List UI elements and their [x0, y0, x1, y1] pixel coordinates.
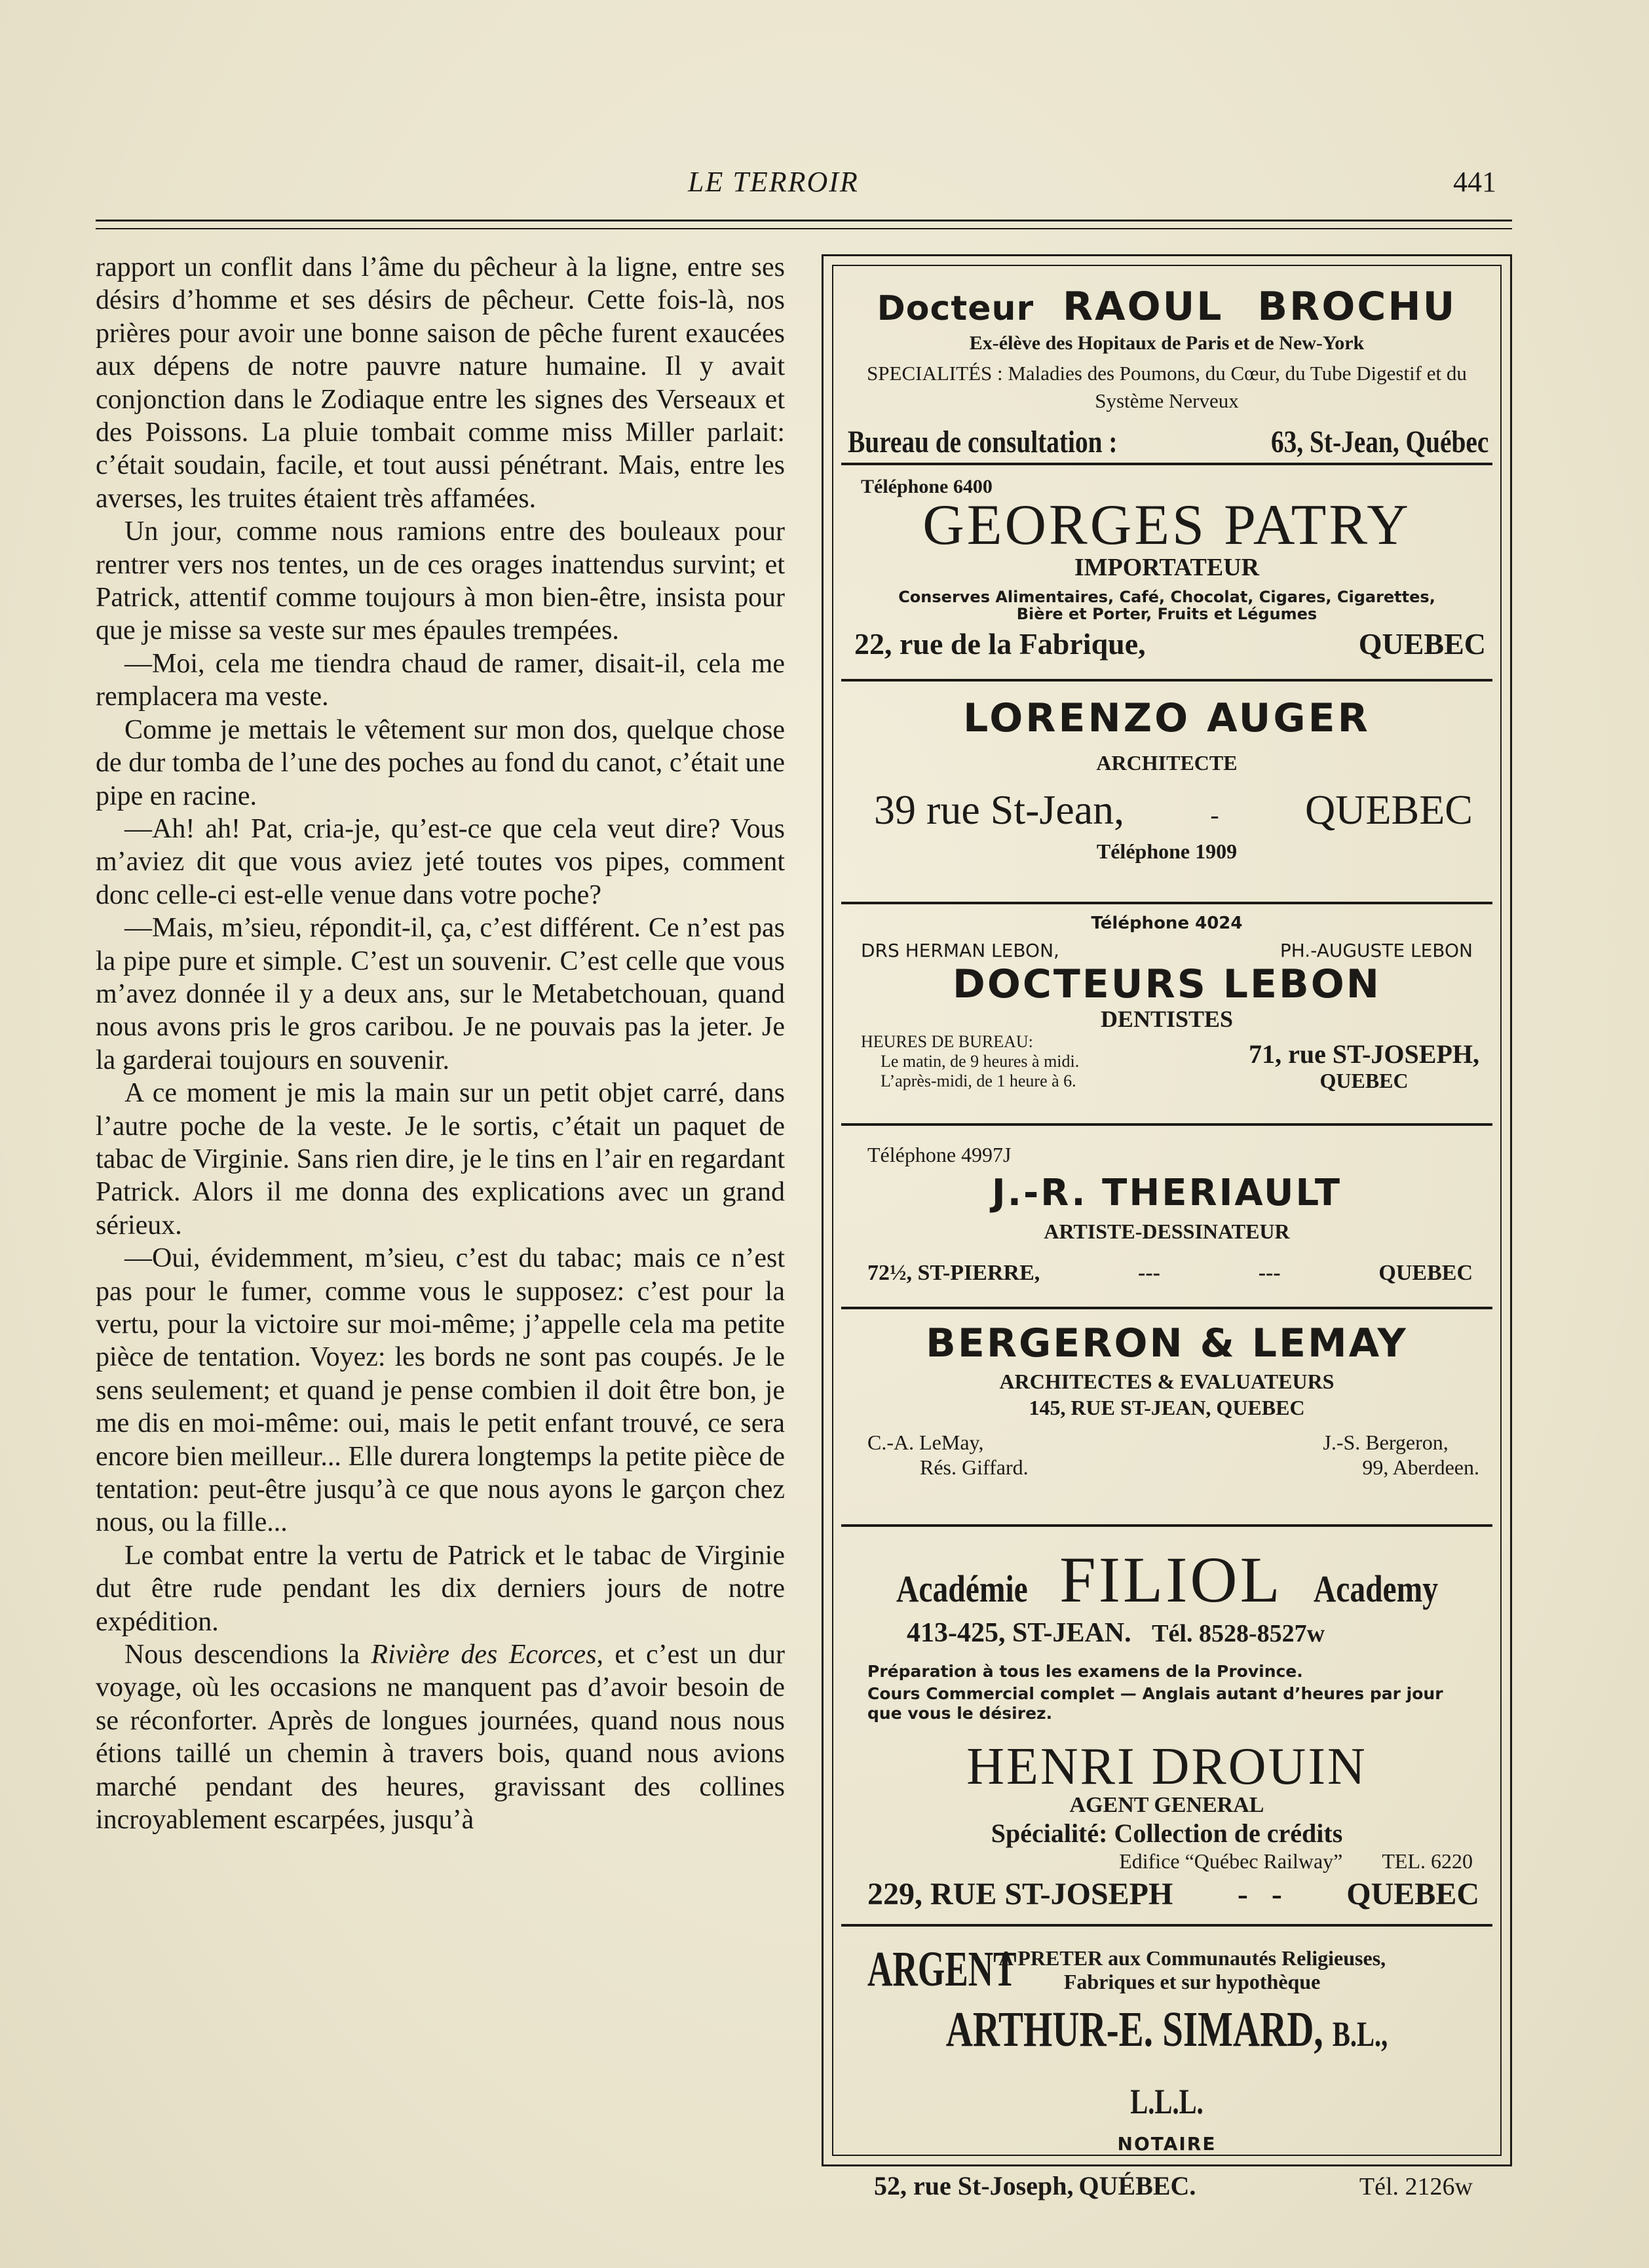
river-name-italic: Rivière des Ecorces	[371, 1640, 597, 1670]
ad-theriault	[841, 1143, 1492, 1300]
ad-name-wrap	[922, 1998, 1411, 2133]
article-paragraph: Le combat entre la vertu de Patrick et le tabac de Virginie dut être rude pendant les dix derniers jours de notre expédition.	[96, 1540, 785, 1637]
ad-role: ARCHITECTES & EVALUATEURS	[999, 1370, 1335, 1393]
ad-separator	[841, 1524, 1492, 1527]
advertisements-inner-border	[832, 265, 1502, 2201]
hours-afternoon: L’après-midi, de 1 heure à 6.	[881, 1071, 1076, 1090]
academy-word-en: Academy	[1313, 1567, 1438, 1610]
ad-title	[841, 286, 1492, 330]
ad-auger	[841, 692, 1492, 889]
ad-separator	[841, 1123, 1492, 1126]
ad-phone: Téléphone 1909	[1096, 839, 1238, 863]
office-hours	[861, 1032, 1079, 1094]
ad-phone: TEL. 6220	[1382, 1849, 1473, 1873]
partner-left	[867, 1430, 1029, 1480]
ad-dash: - -	[1237, 1877, 1282, 1912]
ad-dash: ---	[1258, 1261, 1281, 1285]
ad-bureau-row	[848, 424, 1488, 460]
ad-simard	[841, 1941, 1492, 2201]
ad-role: DENTISTES	[1100, 1006, 1234, 1032]
doctor-right: PH.-AUGUSTE LEBON	[1279, 940, 1473, 961]
ad-name: ARTHUR-E. SIMARD,	[945, 2002, 1323, 2057]
ad-phone: Téléphone 4024	[1091, 913, 1243, 933]
ad-address: 52, rue St-Joseph,	[874, 2171, 1074, 2201]
hours-title: HEURES DE BUREAU:	[861, 1032, 1033, 1051]
partner-name: C.-A. LeMay,	[867, 1431, 984, 1454]
ad-separator	[841, 1924, 1492, 1927]
ad-building: Edifice “Québec Railway”	[1119, 1849, 1343, 1873]
ad-address-row	[907, 1617, 1492, 1649]
text-run: , et c’est un dur voyage, où les occasions ne manquent pas d’avoir besoin de se réconforter. Après de longues journées, quand nous nous étions taillé un chemin à travers bois, quand nous avions marché pendant des heures, gravissant des collines incroyablement escarpées, jusqu’à	[96, 1640, 785, 1836]
ad-phone: Téléphone 6400	[861, 476, 993, 497]
ad-address-row	[854, 626, 1486, 661]
ad-big-word: ARGENT	[867, 1942, 1017, 1997]
ad-subtitle: Ex-élève des Hopitaux de Paris et de New-York	[969, 332, 1365, 354]
header-rule	[96, 220, 1512, 221]
ad-address: 22, rue de la Fabrique,	[854, 627, 1146, 661]
page-number: 441	[1453, 166, 1496, 198]
ad-city: QUEBEC	[1346, 1877, 1479, 1912]
ad-dash: -	[1210, 800, 1219, 830]
ad-phone: Tél. 2126w	[1359, 2173, 1473, 2201]
ad-name: DOCTEURS LEBON	[953, 961, 1381, 1007]
ad-city: QUEBEC	[1358, 627, 1486, 661]
ad-bergeron-lemay	[841, 1318, 1492, 1515]
ad-address-row	[867, 1261, 1473, 1286]
ad-city: QUEBEC	[1319, 1069, 1409, 1092]
ad-line: Cours Commercial complet — Anglais autant d’heures par jour que vous le désirez.	[867, 1684, 1443, 1723]
article-paragraph: —Moi, cela me tiendra chaud de ramer, disait-il, cela me remplacera ma veste.	[96, 648, 785, 712]
ad-role: IMPORTATEUR	[1074, 554, 1260, 581]
academy-word-fr: Académie	[896, 1567, 1029, 1610]
header-rule-thin	[96, 228, 1512, 229]
partner-right	[1323, 1430, 1479, 1480]
ad-name-row	[841, 1998, 1492, 2133]
ad-name: GEORGES PATRY	[922, 493, 1411, 557]
title-prefix: Docteur	[877, 289, 1034, 328]
ad-line: A PRETER aux Communautés Religieuses,	[998, 1946, 1386, 1970]
ad-phone: Tél. 8528-8527w	[1152, 1620, 1325, 1647]
ad-specialty: Spécialité: Collection de crédits	[991, 1818, 1343, 1848]
ad-role: AGENT GENERAL	[1069, 1793, 1264, 1817]
ad-building-row	[841, 1849, 1473, 1874]
ad-role: ARTISTE-DESSINATEUR	[1044, 1220, 1290, 1243]
ad-city: QUÉBEC.	[1078, 2171, 1196, 2201]
article-paragraph-last	[96, 1638, 785, 1836]
article-paragraph: A ce moment je mis la main sur un petit objet carré, dans l’autre poche de la veste. Je le sortis, c’était un paquet de tabac de Virginie. Sans rien dire, je le tins en l’air en regardant Patrick. Alors il me donna des explications avec un grand sérieux.	[96, 1078, 785, 1240]
ad-name: LORENZO AUGER	[963, 695, 1371, 741]
ad-partners-row	[867, 1430, 1479, 1480]
article-column	[96, 251, 785, 1837]
ad-name: J.-R. THERIAULT	[991, 1172, 1342, 1214]
ad-separator	[841, 902, 1492, 904]
ad-loan-row	[867, 1941, 1492, 1998]
ad-city: QUEBEC	[1304, 786, 1473, 833]
ad-address: 413-425, ST-JEAN.	[907, 1618, 1131, 1648]
ad-role: NOTAIRE	[1117, 2133, 1217, 2155]
ad-name-row	[841, 1544, 1492, 1616]
ad-address: 71, rue ST-JOSEPH,	[1249, 1039, 1479, 1069]
ad-address: 229, RUE ST-JOSEPH	[867, 1877, 1173, 1912]
ad-patry	[841, 476, 1492, 666]
ad-degrees: B.L., L.L.L.	[1130, 2014, 1388, 2121]
ad-filiol	[841, 1544, 1492, 1727]
partner-name: J.-S. Bergeron,	[1323, 1431, 1449, 1454]
article-paragraph: —Mais, m’sieu, répondit-il, ça, c’est différent. Ce n’est pas la pipe pure et simple. C’est un souvenir. C’est celle que vous m’avez donnée il y a deux ans, sur le Metabetchouan, quand nous avons pris le gros caribou. Je ne pouvais pas la jeter. Je la garderai toujours en souvenir.	[96, 913, 785, 1075]
ad-doctors-row	[861, 940, 1473, 961]
running-title: LE TERROIR	[688, 166, 859, 198]
ad-drouin	[841, 1740, 1492, 1931]
ad-separator	[841, 1307, 1492, 1309]
text-run: Nous descendions la	[124, 1640, 371, 1670]
ad-role: ARCHITECTE	[1096, 751, 1238, 775]
article-paragraph: —Oui, évidemment, m’sieu, c’est du tabac; mais ce n’est pas pour le fumer, comme vous le supposez: c’est pour la vertu, pour la victoire sur moi-même; j’appelle cela ma petite pièce de tentation. Voyez: les bords ne sont pas coupés. Je le sens seulement; et quand je pense combien il doit être bon, je me dis en moi-même: oui, mais le petit enfant trouvé, ce sera encore bien meilleur... Elle durera longtemps la petite pièce de tentation: peut-être jusqu’à ce que nous ayons le garçon chez nous, ou la fille...	[96, 1243, 785, 1538]
ad-city: QUEBEC	[1378, 1261, 1473, 1285]
partner-residence: 99, Aberdeen.	[1362, 1455, 1479, 1479]
ad-brochu	[841, 284, 1492, 459]
ad-specialites: SPECIALITÉS : Maladies des Poumons, du Cœur, du Tube Digestif et du Système Nerveux	[867, 362, 1467, 412]
ad-address: 72½, ST-PIERRE,	[867, 1261, 1040, 1285]
ad-phone: Téléphone 4997J	[867, 1143, 1012, 1166]
ad-address-row	[874, 786, 1473, 834]
article-paragraph: Comme je mettais le vêtement sur mon dos, quelque chose de dur tomba de l’une des poches au fond du canot, c’était une pipe en racine.	[96, 714, 785, 811]
ad-line: Préparation à tous les examens de la Province.	[867, 1662, 1303, 1681]
bureau-label: Bureau de consultation :	[848, 425, 1118, 459]
ad-name: FILIOL	[1059, 1543, 1283, 1616]
article-paragraph: —Ah! ah! Pat, cria-je, qu’est-ce que cela veut dire? Vous m’aviez dit que vous aviez jeté toutes vos pipes, comment donc celle-ci est-elle venue dans votre poche?	[96, 813, 785, 910]
hours-morning: Le matin, de 9 heures à midi.	[881, 1052, 1080, 1071]
bureau-address: 63, St-Jean, Québec	[1270, 425, 1488, 459]
ad-name: BERGERON & LEMAY	[926, 1320, 1408, 1366]
ad-goods: Conserves Alimentaires, Café, Chocolat, Cigares, Cigarettes, Bière et Porter, Fruits et Légumes	[898, 588, 1435, 623]
partner-residence: Rés. Giffard.	[920, 1455, 1029, 1479]
advertisements-frame	[822, 254, 1512, 2201]
ad-lebon	[841, 913, 1492, 1110]
ad-separator	[841, 463, 1492, 465]
article-paragraph: Un jour, comme nous ramions entre des bouleaux pour rentrer vers nos tentes, un de ces orages inattendus survint; et Patrick, attentif comme toujours à mon bien-être, insista pour que je misse sa veste sur mes épaules trempées.	[96, 516, 785, 646]
ad-address-block	[1249, 1041, 1479, 1094]
doctor-left: DRS HERMAN LEBON,	[861, 940, 1059, 961]
ad-address: 145, RUE ST-JEAN, QUEBEC	[1029, 1396, 1305, 1419]
ad-line: Fabriques et sur hypothèque	[1063, 1969, 1321, 1993]
ad-address: 39 rue St-Jean,	[874, 786, 1125, 833]
ad-hours-row	[861, 1032, 1479, 1094]
ad-name: HENRI DROUIN	[966, 1738, 1367, 1796]
ad-loan-text	[998, 1946, 1386, 1993]
ad-dash: ---	[1138, 1261, 1160, 1285]
ad-address-row	[874, 2170, 1473, 2201]
article-paragraph: rapport un conflit dans l’âme du pêcheur à la ligne, entre ses désirs d’homme et ses désirs de pêcheur. Cette fois-là, nos prières pour avoir une bonne saison de pêche furent exaucées aux dépens de notre pauvre nature humaine. Il y avait conjonction dans le Zodiaque entre les signes des Verseaux et des Poissons. La pluie tombait comme miss Miller parlait: c’était soudain, facile, et tout aussi pénétrant. Mais, entre les averses, les truites étaient très affamées.	[96, 252, 785, 514]
ad-separator	[841, 679, 1492, 682]
doctor-name: RAOUL BROCHU	[1062, 284, 1457, 330]
ad-address-row	[867, 1876, 1479, 1912]
